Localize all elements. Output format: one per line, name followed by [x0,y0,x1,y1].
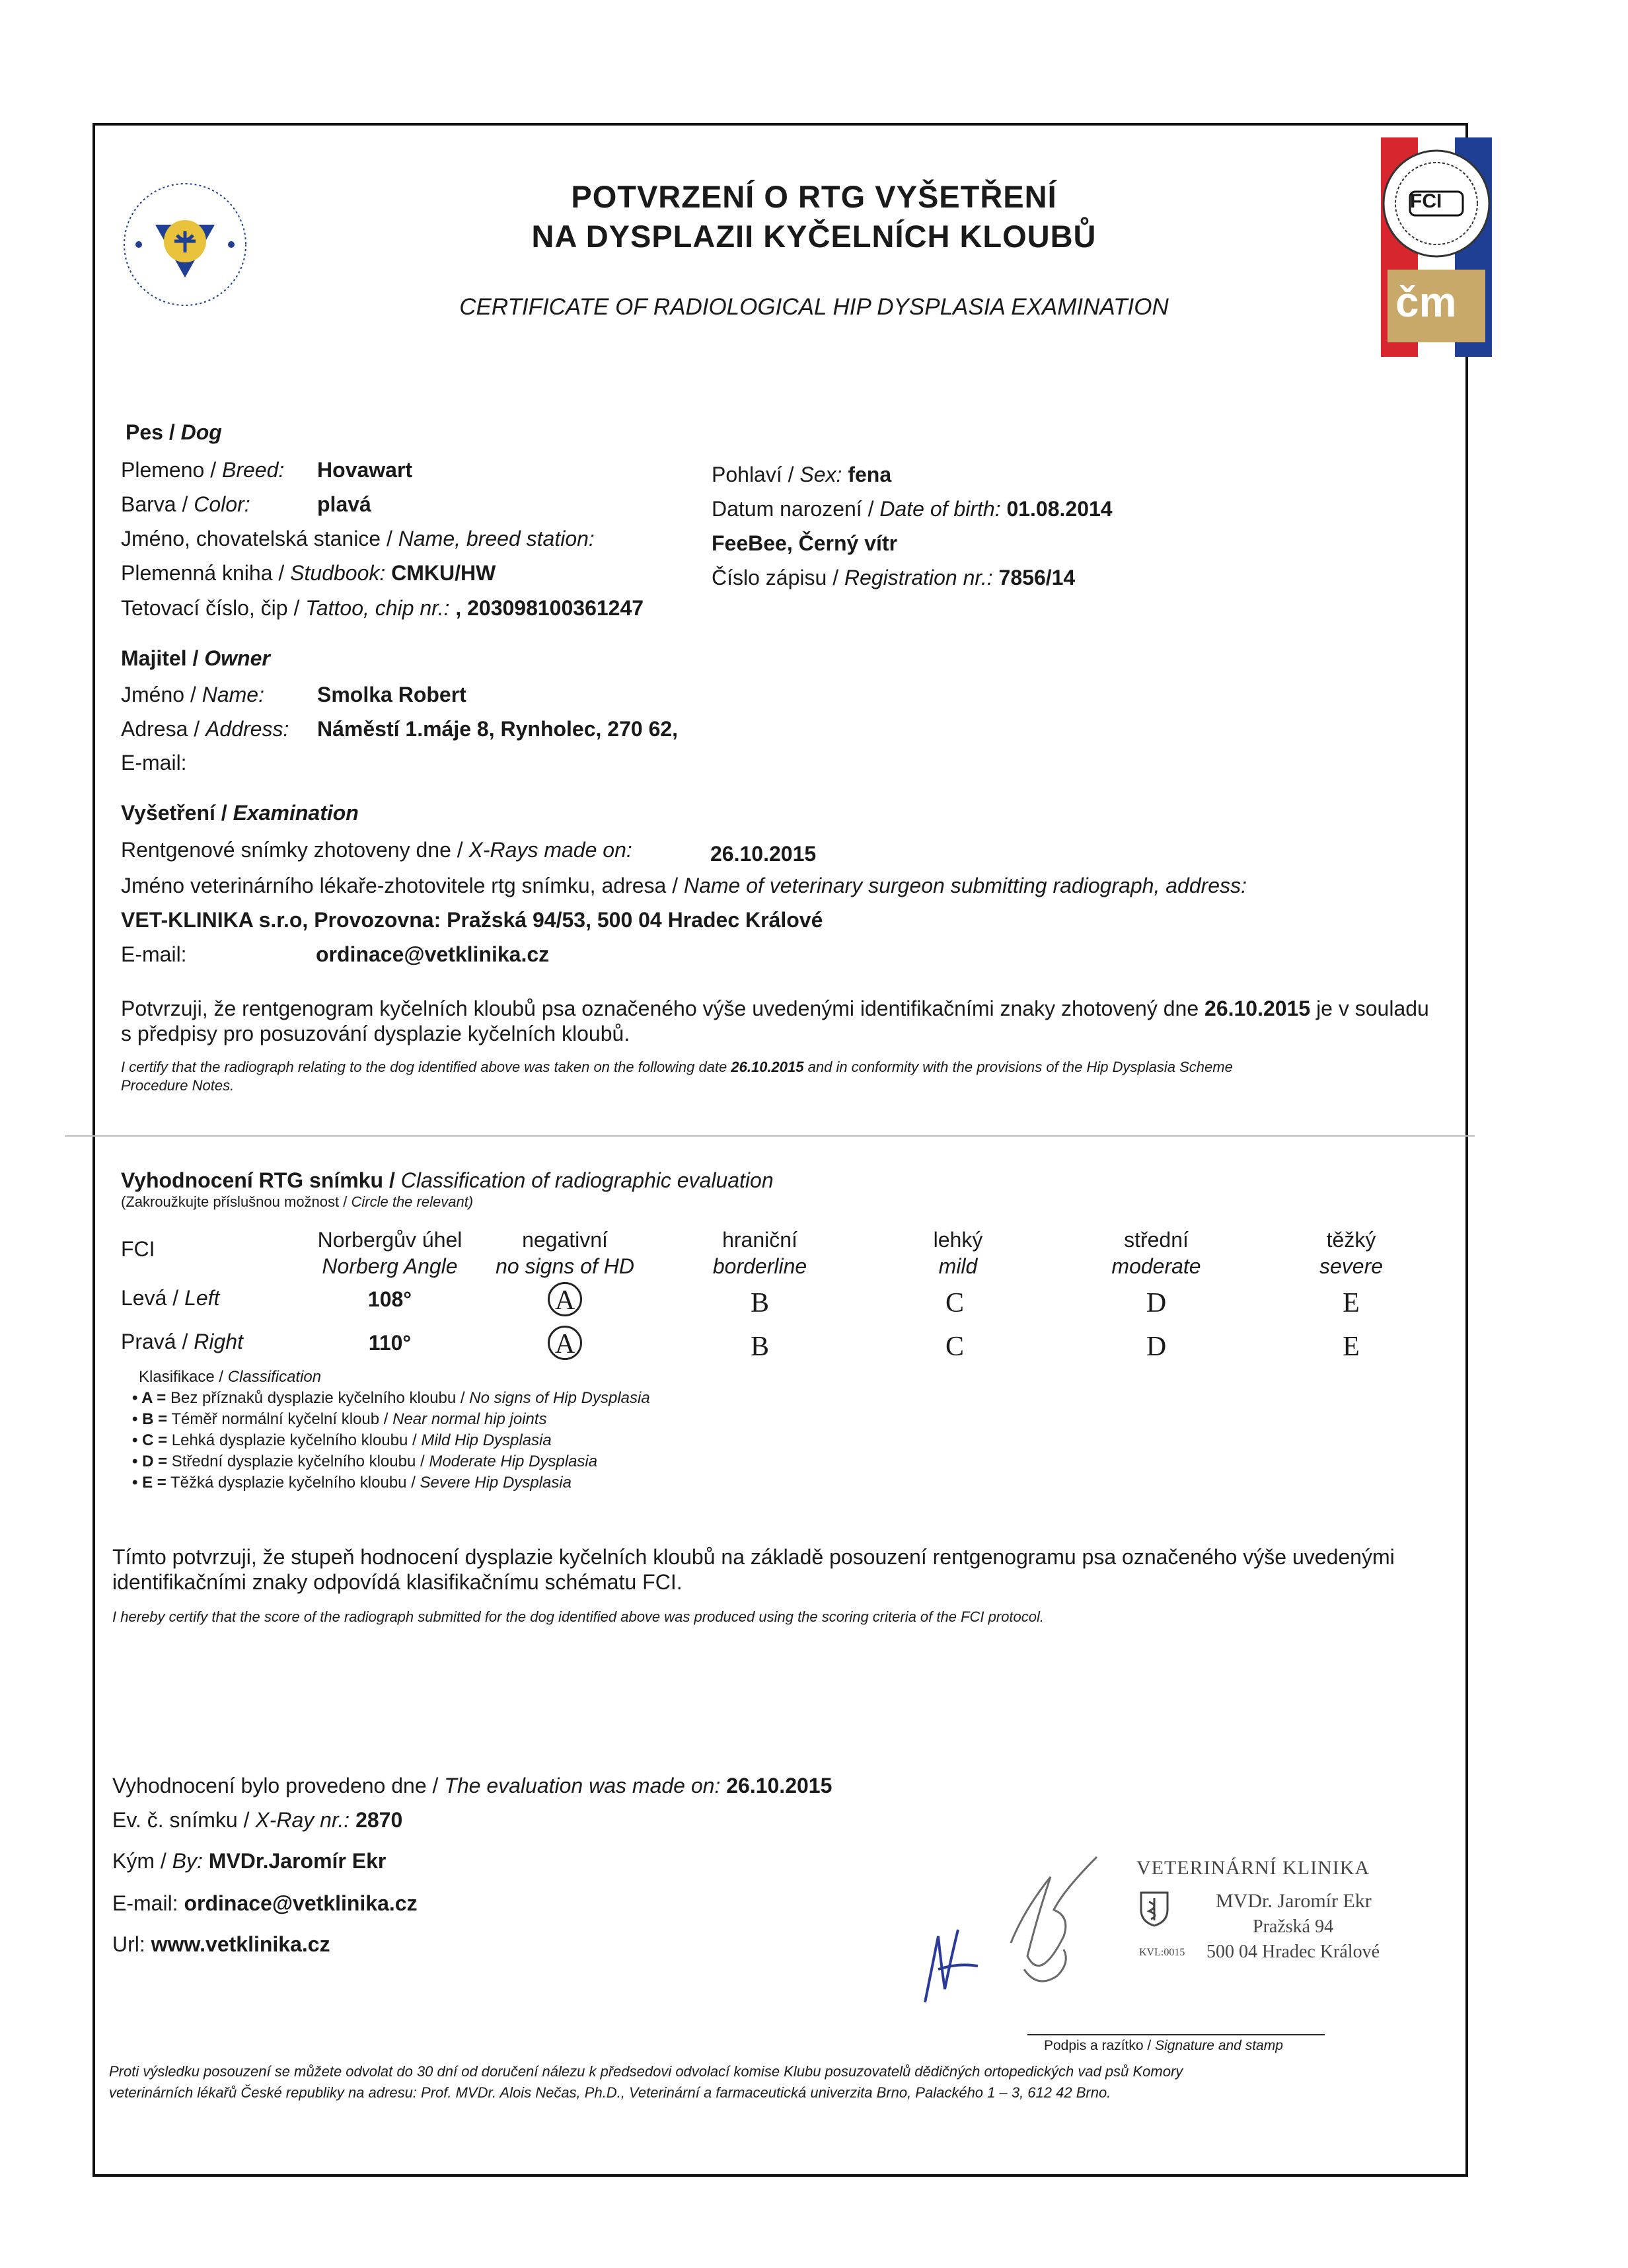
stamp-street: Pražská 94 [1253,1916,1334,1937]
column-header-mild: lehký mild [933,1228,983,1278]
grade-left-d: D [1146,1288,1167,1318]
signature-line [1027,2034,1325,2035]
grade-circle-selected: A [548,1282,582,1316]
document-title-line1: POTVRZENÍ O RTG VYŠETŘENÍ [571,179,1057,214]
owner-address-row: Adresa / Address: [121,717,289,741]
grade-left-b: B [750,1288,769,1318]
stamp-city: 500 04 Hradec Králové [1206,1942,1380,1962]
column-header-negative: negativní no signs of HD [496,1228,634,1278]
confirmation-cz-line1: Potvrzuji, že rentgenogram kyčelních kloubů psa označeného výše uvedenými identifikačními znaky zhotovený dne 26.10.2015 je v souladu [121,997,1429,1020]
xray-date-row: Rentgenové snímky zhotoveny dne / X-Rays made on: [121,838,632,862]
color-value: plavá [317,492,371,516]
circle-note: (Zakroužkujte příslušnou možnost / Circle the relevant) [121,1193,474,1210]
statement-en: I hereby certify that the score of the radiograph submitted for the dog identified above was produced using the scoring criteria of the FCI protocol. [112,1608,1045,1625]
vet-email-value: ordinace@vetklinika.cz [316,942,550,966]
fci-label: FCI [121,1237,155,1261]
color-row: Barva / Color: [121,492,250,516]
owner-address-value: Náměstí 1.máje 8, Rynholec, 270 62, [317,717,679,741]
footer-email-row: E-mail: ordinace@vetklinika.cz [112,1891,418,1915]
dog-name-value: FeeBee, Černý vítr [712,531,898,555]
appeal-note-line1: Proti výsledku posouzení se můžete odvolat do 30 dní od doručení nálezu k předsedovi odvolací komise Klubu posuzovatelů dědičných ortopedických vad psů Komory [109,2063,1183,2080]
xray-number-row: Ev. č. snímku / X-Ray nr.: 2870 [112,1808,403,1832]
grade-left-c: C [945,1288,964,1318]
statement-cz-line1: Tímto potvrzuji, že stupeň hodnocení dysplazie kyčelních kloubů na základě posouzení rentgenogramu psa označeného výše uvedenými [112,1545,1395,1569]
classification-legend-heading: Klasifikace / Classification [139,1368,322,1386]
grade-right-d: D [1146,1332,1167,1362]
fci-logo-text: FCI [1410,190,1442,212]
norberg-header: Norbergův úhel Norberg Angle [317,1228,462,1278]
sex-row: Pohlaví / Sex: fena [712,463,892,486]
examination-section-heading: Vyšetření / Examination [121,801,359,825]
row-label-left: Levá / Left [121,1286,220,1310]
legend-item: • E = Těžká dysplazie kyčelního kloubu / Severe Hip Dysplasia [132,1474,572,1492]
stamp-code: KVL:0015 [1139,1947,1185,1958]
dob-row: Datum narození / Date of birth: 01.08.2014 [712,497,1113,521]
grade-circle-selected: A [548,1326,582,1360]
confirmation-cz-line2: s předpisy pro posuzování dysplazie kyčelních kloubů. [121,1022,630,1045]
name-station-row: Jméno, chovatelská stanice / Name, breed station: [121,527,595,550]
grade-left-a [529,1282,601,1316]
grade-right-b: B [750,1332,769,1362]
stamp-clinic-name: VETERINÁRNÍ KLINIKA [1136,1857,1370,1879]
appeal-note-line2: veterinárních lékařů České republiky na adresu: Prof. MVDr. Alois Nečas, Ph.D., Veterinární a farmaceutická univerzita Brno, Palackého 1 – 3, 612 42 Brno. [109,2084,1111,2101]
vet-email-label: E-mail: [121,942,187,966]
clinic-stamp [1130,1850,1440,1983]
dog-section-heading: Pes / Dog [126,420,222,444]
xray-date-value: 26.10.2015 [710,842,817,866]
confirmation-en-line1: I certify that the radiograph relating to the dog identified above was taken on the following date 26.10.2015 and in conformity with the provisions of the Hip Dysplasia Scheme [121,1059,1233,1075]
vet-label-row: Jméno veterinárního lékaře-zhotovitele rtg snímku, adresa / Name of veterinary surgeon submitting radiograph, address: [121,874,1247,897]
owner-email-label: E-mail: [121,751,187,775]
grade-left-e: E [1343,1288,1360,1318]
footer-url-row: Url: www.vetklinika.cz [112,1932,330,1956]
tattoo-row: Tetovací číslo, čip / Tattoo, chip nr.: , 203098100361247 [121,596,644,620]
owner-name-value: Smolka Robert [317,683,466,706]
legend-item: • D = Střední dysplazie kyčelního kloubu / Moderate Hip Dysplasia [132,1453,598,1470]
grade-right-a [529,1326,601,1360]
owner-name-row: Jméno / Name: [121,683,264,706]
column-header-severe: těžký severe [1319,1228,1384,1278]
norberg-angle-left: 108° [367,1287,412,1311]
norberg-angle-right: 110° [368,1331,412,1355]
vet-value: VET-KLINIKA s.r.o, Provozovna: Pražská 94/53, 500 04 Hradec Králové [121,908,823,932]
legend-item: • C = Lehká dysplazie kyčelního kloubu / Mild Hip Dysplasia [132,1431,552,1449]
row-label-right: Pravá / Right [121,1330,243,1353]
handwritten-signature-icon [912,1837,1110,2016]
legend-item: • A = Bez příznaků dysplazie kyčelního kloubu / No signs of Hip Dysplasia [132,1389,650,1407]
signature-caption: Podpis a razítko / Signature and stamp [1044,2038,1283,2053]
column-header-borderline: hraniční borderline [712,1228,807,1278]
cmku-logo-text: čm [1395,278,1457,326]
caduceus-icon [1138,1890,1171,1927]
section-divider [65,1135,1475,1137]
column-header-moderate: střední moderate [1111,1228,1201,1278]
evaluated-by-row: Kým / By: MVDr.Jaromír Ekr [112,1849,387,1873]
grade-right-c: C [945,1332,964,1362]
breed-value: Hovawart [317,458,413,482]
legend-item: • B = Téměř normální kyčelní kloub / Near normal hip joints [132,1410,547,1428]
studbook-row: Plemenná kniha / Studbook: CMKU/HW [121,561,496,585]
evaluation-date-row: Vyhodnocení bylo provedeno dne / The evaluation was made on: 26.10.2015 [112,1774,832,1797]
stamp-doctor-name: MVDr. Jaromír Ekr [1216,1890,1372,1912]
breed-row: Plemeno / Breed: [121,458,285,482]
document-subtitle: CERTIFICATE OF RADIOLOGICAL HIP DYSPLASIA EXAMINATION [459,294,1169,320]
grade-right-e: E [1343,1332,1360,1362]
owner-section-heading: Majitel / Owner [121,646,270,670]
evaluation-section-heading: Vyhodnocení RTG snímku / Classification of radiographic evaluation [121,1168,774,1192]
statement-cz-line2: identifikačními znaky odpovídá klasifikačnímu schématu FCI. [112,1570,683,1594]
document-title-line2: NA DYSPLAZII KYČELNÍCH KLOUBŮ [531,219,1097,254]
registration-row: Číslo zápisu / Registration nr.: 7856/14 [712,566,1076,589]
confirmation-en-line2: Procedure Notes. [121,1077,235,1094]
